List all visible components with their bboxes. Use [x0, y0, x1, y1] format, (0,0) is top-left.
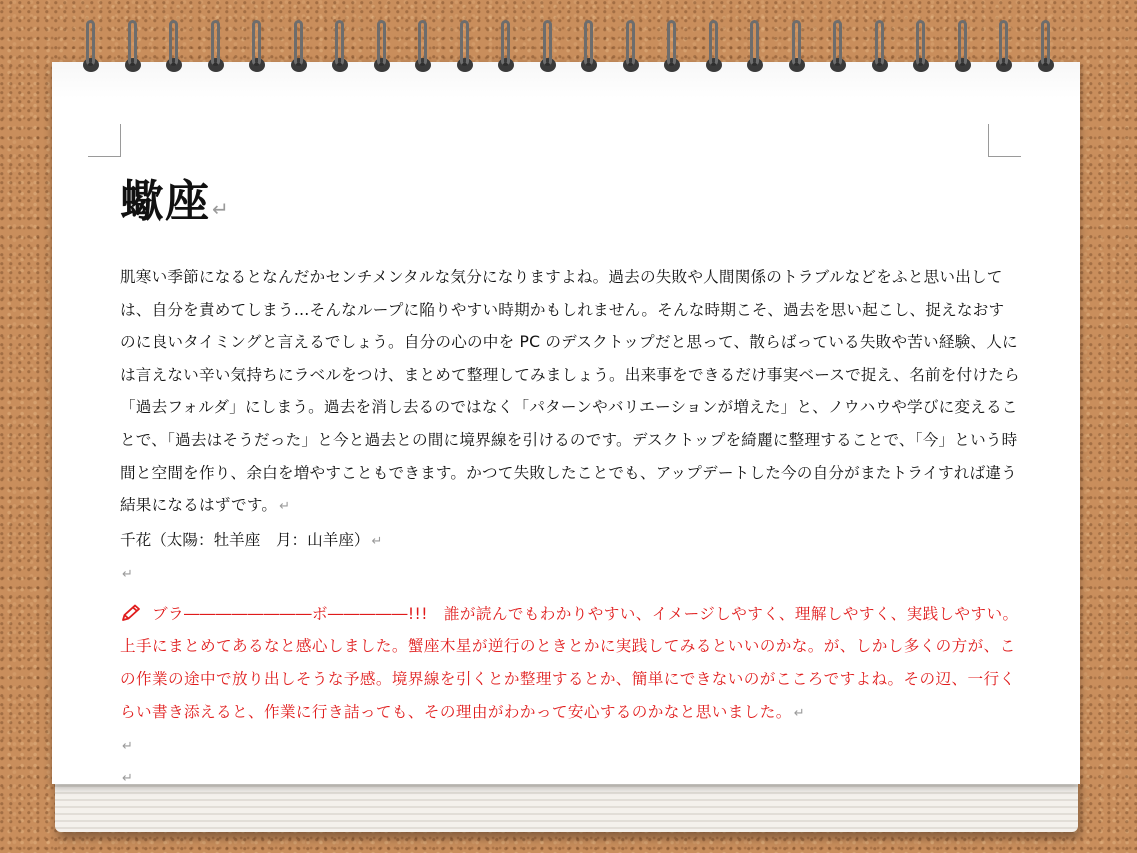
binding-coil: [128, 20, 137, 66]
binding-coil: [667, 20, 676, 66]
binding-ring: [869, 20, 891, 72]
binding-ring: [993, 20, 1015, 72]
binding-ring: [578, 20, 600, 72]
binding-coil: [86, 20, 95, 66]
empty-paragraph: [120, 730, 1020, 762]
document-title: [120, 170, 1020, 241]
binding-ring: [163, 20, 185, 72]
signature-text: 千花（太陽：牡羊座 月：山羊座）: [120, 530, 370, 549]
crop-mark-left: [88, 124, 121, 157]
binding-coil: [916, 20, 925, 66]
binding-coil: [626, 20, 635, 66]
comment-text: ブラ――――――――ボ―――――!!! 誰が読んでもわかりやすい、イメージしやすく、理解しやすく、実践しやすい。上手にまとめてあるなと感心しました。蟹座木星が逆行のときとかに実践してみるといいのかな。が、しかし多くの方が、この作業の途中で放り出しそうな予感。境界線を引くとか整理するとか、簡単にできないのがこころですよね。その辺、一行くらい書き添えると、作業に行き詰っても、その理由がわかって安心するのかなと思いました。: [120, 604, 1019, 721]
binding-coil: [501, 20, 510, 66]
binding-ring: [454, 20, 476, 72]
binding-coil: [335, 20, 344, 66]
binding-ring: [246, 20, 268, 72]
binding-ring: [205, 20, 227, 72]
binding-coil: [584, 20, 593, 66]
body-text: 肌寒い季節になるとなんだかセンチメンタルな気分になりますよね。過去の失敗や人間関係のトラブルなどをふと思い出しては、自分を責めてしまう…そんなループに陥りやすい時期かもしれません。そんな時期こそ、過去を思い起こし、捉えなおすのに良いタイミングと言えるでしょう。自分の心の中を PC のデスクトップだと思って、散らばっている失敗や苦い経験、人には言えない辛い気持ちにラベルをつけ、まとめて整理してみましょう。出来事をできるだけ事実ベースで捉え、名前を付けたら「過去フォルダ」にしまう。過去を消し去るのではなく「パターンやバリエーションが増えた」と、ノウハウや学びに変えることで、「過去はそうだった」と今と過去との間に境界線を引けるのです。デスクトップを綺麗に整理することで、「今」という時間と空間を作り、余白を増やすこともできます。かつて失敗したことでも、アップデートした今の自分がまたトライすれば違う結果になるはずです。: [120, 268, 1020, 515]
binding-ring: [412, 20, 434, 72]
binding-ring: [703, 20, 725, 72]
binding-coil: [377, 20, 386, 66]
binding-ring: [910, 20, 932, 72]
empty-paragraph: [120, 558, 1020, 590]
pencil-icon: [120, 604, 142, 622]
binding-coil: [418, 20, 427, 66]
document-content: [120, 170, 1020, 794]
paragraph-mark-icon: ↵: [122, 771, 133, 787]
editor-comment: [120, 598, 1020, 730]
binding-coil: [1041, 20, 1050, 66]
binding-coil: [833, 20, 842, 66]
binding-coil: [958, 20, 967, 66]
paragraph-mark-icon: ↵: [122, 566, 133, 582]
binding-coil: [709, 20, 718, 66]
paragraph-mark-icon: ↵: [279, 499, 291, 515]
binding-ring: [661, 20, 683, 72]
binding-ring: [329, 20, 351, 72]
binding-ring: [827, 20, 849, 72]
document-title-text: 蠍座: [120, 176, 210, 227]
paragraph-mark-icon: ↵: [212, 197, 230, 221]
binding-coil: [294, 20, 303, 66]
binding-ring: [744, 20, 766, 72]
binding-ring: [80, 20, 102, 72]
binding-coil: [252, 20, 261, 66]
binding-ring: [495, 20, 517, 72]
binding-coil: [999, 20, 1008, 66]
binding-coil: [543, 20, 552, 66]
binding-ring: [288, 20, 310, 72]
binding-ring: [620, 20, 642, 72]
binding-ring: [1035, 20, 1057, 72]
empty-paragraph: [120, 762, 1020, 794]
author-signature: [120, 524, 1020, 558]
paragraph-mark-icon: ↵: [371, 533, 383, 549]
binding-coil: [169, 20, 178, 66]
binding-coil: [750, 20, 759, 66]
binding-ring: [371, 20, 393, 72]
paragraph-mark-icon: ↵: [122, 739, 133, 755]
binding-coil: [211, 20, 220, 66]
binding-coil: [875, 20, 884, 66]
spiral-binding: [0, 0, 1137, 100]
binding-coil: [460, 20, 469, 66]
body-paragraph: [120, 261, 1020, 524]
binding-coil: [792, 20, 801, 66]
binding-ring: [537, 20, 559, 72]
crop-mark-right: [988, 124, 1021, 157]
paragraph-mark-icon: ↵: [793, 705, 806, 721]
binding-ring: [786, 20, 808, 72]
binding-ring: [122, 20, 144, 72]
binding-ring: [952, 20, 974, 72]
